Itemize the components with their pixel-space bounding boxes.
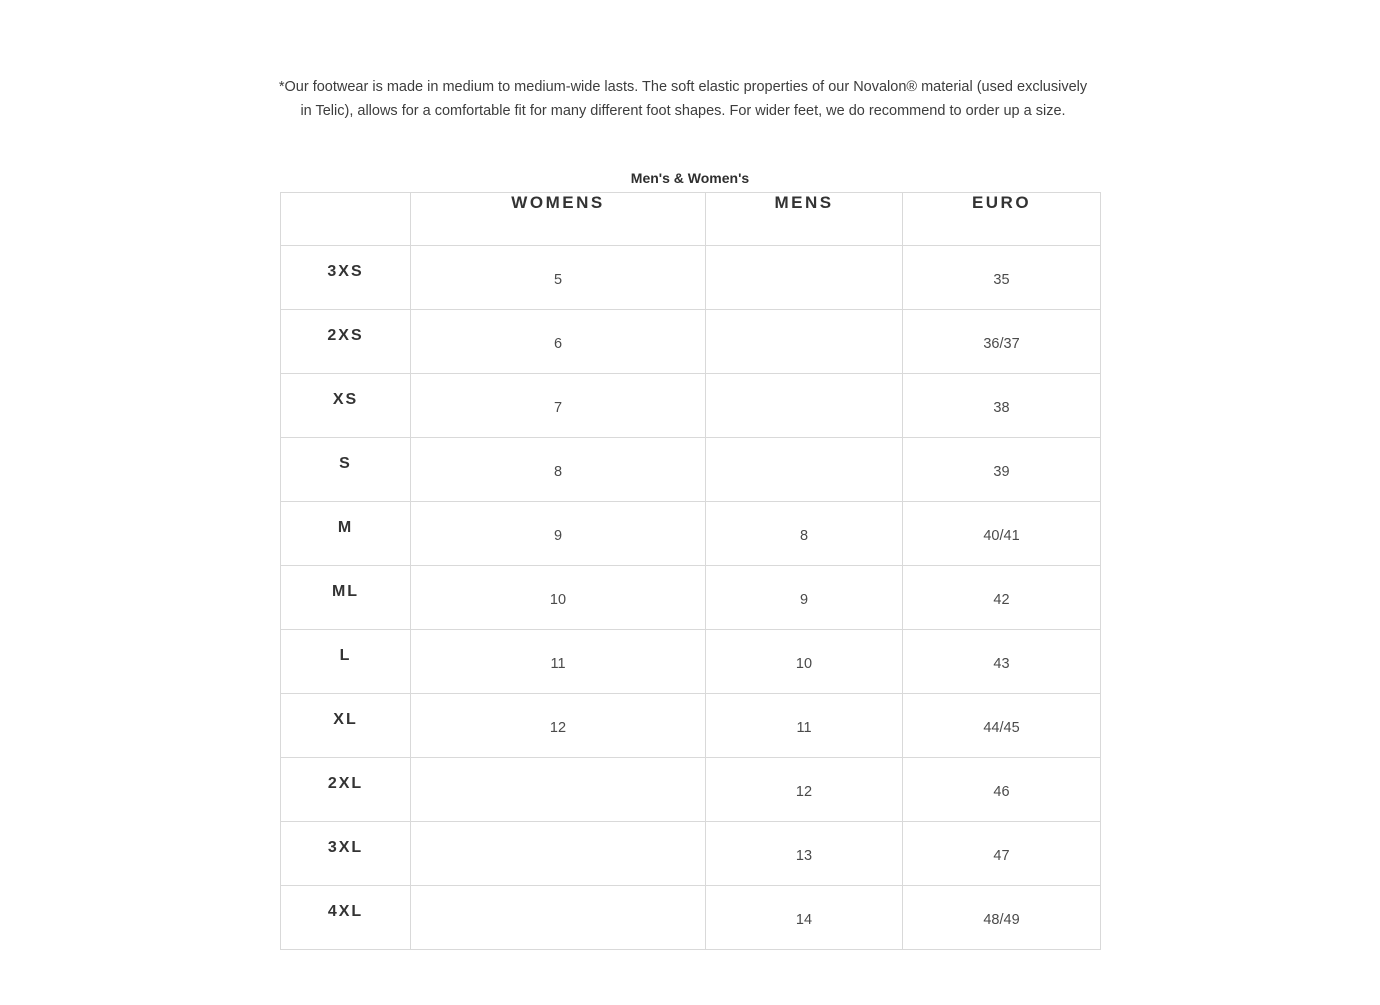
euro-size-cell: 46 xyxy=(903,758,1101,822)
size-table-caption: Men's & Women's xyxy=(630,170,750,186)
womens-size-cell: 7 xyxy=(411,374,706,438)
header-euro: EURO xyxy=(903,193,1101,246)
mens-size-cell: 8 xyxy=(706,502,903,566)
mens-size-cell xyxy=(706,438,903,502)
womens-size-cell: 9 xyxy=(411,502,706,566)
euro-size-cell: 43 xyxy=(903,630,1101,694)
euro-size-cell: 40/41 xyxy=(903,502,1101,566)
womens-size-cell: 8 xyxy=(411,438,706,502)
womens-size-cell xyxy=(411,886,706,950)
table-row xyxy=(281,502,1101,566)
size-label: XL xyxy=(281,694,411,758)
womens-size-cell: 6 xyxy=(411,310,706,374)
euro-size-cell: 35 xyxy=(903,246,1101,310)
mens-size-cell: 13 xyxy=(706,822,903,886)
euro-size-cell: 47 xyxy=(903,822,1101,886)
size-label: L xyxy=(281,630,411,694)
size-chart-table xyxy=(280,192,1101,950)
mens-size-cell: 12 xyxy=(706,758,903,822)
table-row xyxy=(281,630,1101,694)
size-label: M xyxy=(281,502,411,566)
womens-size-cell xyxy=(411,822,706,886)
euro-size-cell: 39 xyxy=(903,438,1101,502)
euro-size-cell: 48/49 xyxy=(903,886,1101,950)
mens-size-cell: 11 xyxy=(706,694,903,758)
table-row xyxy=(281,758,1101,822)
size-label: 2XS xyxy=(281,310,411,374)
womens-size-cell: 5 xyxy=(411,246,706,310)
womens-size-cell: 11 xyxy=(411,630,706,694)
table-row xyxy=(281,310,1101,374)
table-header-row xyxy=(281,193,1101,246)
table-row xyxy=(281,822,1101,886)
size-label: 4XL xyxy=(281,886,411,950)
size-label: 2XL xyxy=(281,758,411,822)
euro-size-cell: 42 xyxy=(903,566,1101,630)
table-row xyxy=(281,886,1101,950)
header-size xyxy=(281,193,411,246)
header-mens: MENS xyxy=(706,193,903,246)
womens-size-cell xyxy=(411,758,706,822)
table-row xyxy=(281,694,1101,758)
size-label: 3XS xyxy=(281,246,411,310)
fit-note: *Our footwear is made in medium to medium-wide lasts. The soft elastic properties of our Novalon® material (used exclusively in Telic), allows for a comfortable fit for many different foot shapes. For wider feet, we do recommend to order up a size. xyxy=(278,78,1088,119)
euro-size-cell: 36/37 xyxy=(903,310,1101,374)
table-row xyxy=(281,566,1101,630)
size-label: XS xyxy=(281,374,411,438)
euro-size-cell: 44/45 xyxy=(903,694,1101,758)
womens-size-cell: 10 xyxy=(411,566,706,630)
mens-size-cell xyxy=(706,374,903,438)
table-row xyxy=(281,438,1101,502)
header-womens: WOMENS xyxy=(411,193,706,246)
mens-size-cell: 10 xyxy=(706,630,903,694)
womens-size-cell: 12 xyxy=(411,694,706,758)
mens-size-cell xyxy=(706,310,903,374)
euro-size-cell: 38 xyxy=(903,374,1101,438)
mens-size-cell: 14 xyxy=(706,886,903,950)
table-row xyxy=(281,374,1101,438)
size-label: S xyxy=(281,438,411,502)
table-row xyxy=(281,246,1101,310)
size-label: 3XL xyxy=(281,822,411,886)
mens-size-cell: 9 xyxy=(706,566,903,630)
mens-size-cell xyxy=(706,246,903,310)
size-label: ML xyxy=(281,566,411,630)
